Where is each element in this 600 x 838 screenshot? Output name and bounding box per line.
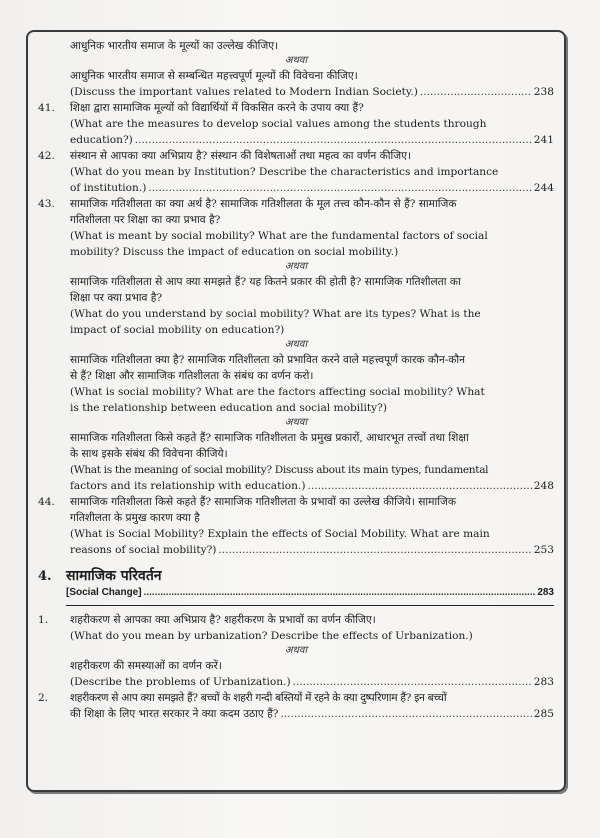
- entry-q41: [38, 100, 554, 116]
- entry-text: आधुनिक भारतीय समाज के मूल्यों का उल्लेख कीजिए।: [70, 40, 279, 52]
- page-number: 253: [533, 544, 554, 556]
- athava-separator: अथवा: [284, 645, 308, 656]
- entry-text: (What do you mean by Institution? Describe the characteristics and importance: [70, 166, 499, 178]
- contents-frame: [26, 30, 566, 792]
- entry-text: (What do you mean by urbanization? Describe the effects of Urbanization.): [70, 630, 473, 642]
- chapter-subtitle-line: [38, 585, 554, 601]
- question-number: 1.: [38, 614, 49, 626]
- entry-text: (What is social mobility? What are the factors affecting social mobility? What: [70, 386, 485, 398]
- entry-text: शहरीकरण की समस्याओं का वर्णन करें।: [70, 660, 222, 672]
- dot-leader: [135, 132, 532, 148]
- entry-text: (Describe the problems of Urbanization.): [70, 676, 291, 688]
- entry-leader-line: [38, 180, 554, 196]
- chapter-heading: [38, 566, 554, 585]
- entry-text: के साथ इसके संबंध की विवेचना कीजिये।: [70, 448, 228, 460]
- entry-text: (What is Social Mobility? Explain the effects of Social Mobility. What are main: [70, 528, 490, 540]
- entry-text: शहरीकरण से आप क्या समझते हैं? बच्चों के शहरी गन्दी बस्तियों में रहने के क्या दुष्परिणाम हैं? इन बच्चों: [70, 692, 447, 704]
- entry-ch-q1: [38, 612, 554, 628]
- entry-text: सामाजिक गतिशीलता क्या है? सामाजिक गतिशीलता को प्रभावित करने वाले महत्त्वपूर्ण कारक कौन-कौन: [70, 354, 466, 366]
- entry-text: (What is the meaning of social mobility? Discuss about its main types, fundamental: [70, 464, 489, 476]
- entry-text: सामाजिक गतिशीलता किसे कहते हैं? सामाजिक गतिशीलता के प्रमुख प्रकारों, आधारभूत तत्त्वों तथा शिक्षा: [70, 432, 469, 444]
- entry-text: शहरीकरण से आपका क्या अभिप्राय है? शहरीकरण के प्रभावों का वर्णन कीजिए।: [70, 614, 376, 626]
- entry-text: (What are the measures to develop social values among the students through: [70, 118, 487, 130]
- entry-q44: [38, 494, 554, 510]
- entry-leader-line: [38, 542, 554, 558]
- entry-text: शिक्षा पर क्या प्रभाव है?: [70, 292, 163, 304]
- entry-text: से हैं? शिक्षा और सामाजिक गतिशीलता के संबंध का वर्णन करो।: [70, 370, 314, 382]
- page-number: 238: [533, 86, 554, 98]
- entry-text: reasons of social mobility?): [70, 544, 217, 556]
- entry-text: संस्थान से आपका क्या अभिप्राय है? संस्थान की विशेषताओं तथा महत्व का वर्णन कीजिए।: [70, 150, 411, 162]
- question-number: 2.: [38, 692, 49, 704]
- dot-leader: [293, 674, 532, 690]
- athava-separator: अथवा: [284, 417, 308, 428]
- entry-text: of institution.): [70, 182, 147, 194]
- entry-leader-line: [38, 674, 554, 690]
- chapter-number: 4.: [38, 569, 52, 584]
- entry-text: गतिशीलता के प्रमुख कारण क्या है: [70, 512, 200, 524]
- page-number: 285: [533, 708, 554, 720]
- entry-text: सामाजिक गतिशीलता किसे कहते हैं? सामाजिक गतिशीलता के प्रभावों का उल्लेख कीजिये। सामाजिक: [70, 496, 456, 508]
- dot-leader: [148, 180, 531, 196]
- question-number: 44.: [38, 496, 55, 508]
- question-number: 42.: [38, 150, 55, 162]
- entry-leader-line: [38, 478, 554, 494]
- page-number: 283: [537, 587, 554, 598]
- page-number: 244: [533, 182, 554, 194]
- page-number: 283: [533, 676, 554, 688]
- dot-leader: [307, 478, 531, 494]
- dot-leader: [420, 84, 532, 100]
- page-number: 241: [533, 134, 554, 146]
- entry-text: शिक्षा द्वारा सामाजिक मूल्यों को विद्यार्थियों में विकसित करने के उपाय क्या हैं?: [70, 102, 364, 114]
- entry-leader-line: [38, 706, 554, 722]
- dot-leader: [280, 706, 531, 722]
- entry-text: factors and its relationship with education.): [70, 480, 306, 492]
- entry-leader-line: [38, 84, 554, 100]
- entry-q43: [38, 196, 554, 212]
- athava-separator: अथवा: [284, 261, 308, 272]
- entry-text: (Discuss the important values related to Modern Indian Society.): [70, 86, 418, 98]
- question-number: 41.: [38, 102, 55, 114]
- entry-leader-line: [38, 132, 554, 148]
- dot-leader: [144, 585, 536, 601]
- entry-text: (What do you understand by social mobility? What are its types? What is the: [70, 308, 481, 320]
- entry-text: सामाजिक गतिशीलता का क्या अर्थ है? सामाजिक गतिशीलता के मूल तत्त्व कौन-कौन से हैं? सामाजिक: [70, 198, 457, 210]
- entry-q42: [38, 148, 554, 164]
- chapter-divider: [66, 605, 554, 606]
- entry-text: impact of social mobility on education?): [70, 324, 285, 336]
- entry-text: सामाजिक गतिशीलता से आप क्या समझते हैं? यह कितने प्रकार की होती है? सामाजिक गतिशीलता का: [70, 276, 461, 288]
- entry-text: आधुनिक भारतीय समाज से सम्बन्धित महत्त्वपूर्ण मूल्यों की विवेचना कीजिए।: [70, 70, 358, 82]
- entry-text: गतिशीलता पर शिक्षा का क्या प्रभाव है?: [70, 214, 221, 226]
- entry-text: is the relationship between education and social mobility?): [70, 402, 387, 414]
- dot-leader: [218, 542, 531, 558]
- athava-separator: अथवा: [284, 339, 308, 350]
- entry-text: (What is meant by social mobility? What are the fundamental factors of social: [70, 230, 488, 242]
- chapter-title: सामाजिक परिवर्तन: [66, 568, 162, 584]
- chapter-subtitle: [Social Change]: [66, 587, 142, 598]
- athava-separator: अथवा: [284, 55, 308, 66]
- question-number: 43.: [38, 198, 55, 210]
- entry-ch-q2: [38, 690, 554, 706]
- entry-text: mobility? Discuss the impact of education on social mobility.): [70, 246, 399, 258]
- entry-text: education?): [70, 134, 133, 146]
- page-number: 248: [533, 480, 554, 492]
- entry-text: की शिक्षा के लिए भारत सरकार ने क्या कदम उठाए हैं?: [70, 708, 279, 720]
